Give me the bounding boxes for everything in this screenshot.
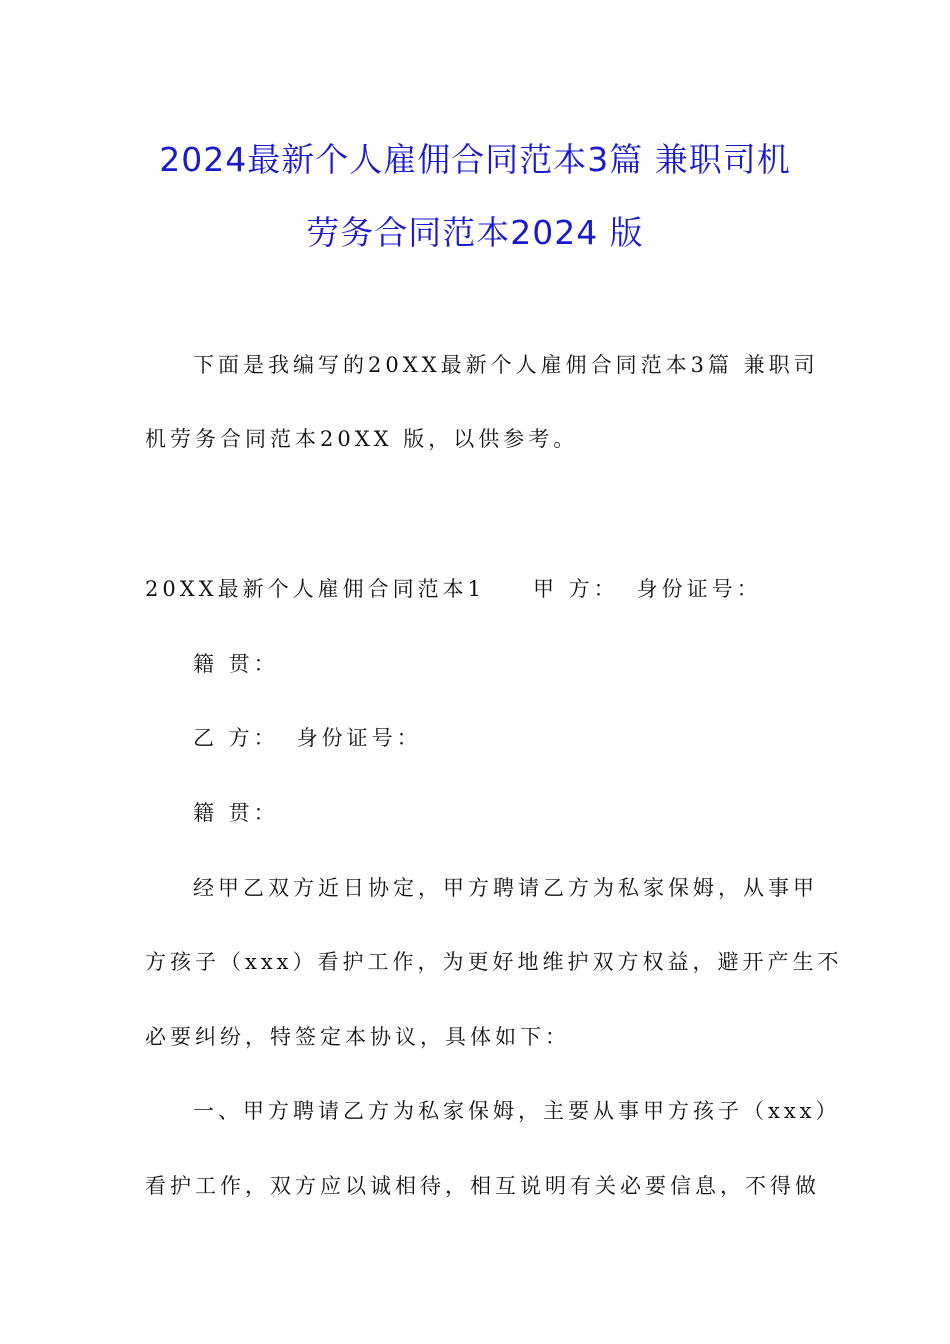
party-a-id-label: 身份证号： xyxy=(636,577,762,601)
body-line-5: 看护工作，双方应以诚相待，相互说明有关必要信息，不得做 xyxy=(145,1174,820,1198)
body-line-1: 经甲乙双方近日协定，甲方聘请乙方为私家保姆，从事甲 xyxy=(193,876,818,900)
body-line-4: 一、甲方聘请乙方为私家保姆，主要从事甲方孩子（xxx） xyxy=(193,1099,841,1123)
intro-line-2: 机劳务合同范本20XX 版，以供参考。 xyxy=(145,427,579,451)
party-b-native-place: 籍 贯： xyxy=(193,801,279,825)
body-line-3: 必要纠纷，特签定本协议，具体如下： xyxy=(145,1025,570,1049)
document-title-line-2: 劳务合同范本2024 版 xyxy=(306,213,644,252)
contract-heading: 20XX最新个人雇佣合同范本1 xyxy=(145,577,485,601)
contract-heading-row xyxy=(145,573,762,603)
party-a-label: 甲 方： xyxy=(532,577,619,601)
party-b-row xyxy=(193,722,422,752)
party-b-id-label: 身份证号： xyxy=(296,726,422,750)
intro-line-1: 下面是我编写的20XX最新个人雇佣合同范本3篇 兼职司 xyxy=(193,353,819,377)
body-line-2: 方孩子（xxx）看护工作，为更好地维护双方权益，避开产生不 xyxy=(145,950,843,974)
party-a-native-place: 籍 贯： xyxy=(193,652,279,676)
document-title-line-1: 2024最新个人雇佣合同范本3篇 兼职司机 xyxy=(159,140,791,179)
party-b-label: 乙 方： xyxy=(193,726,279,750)
